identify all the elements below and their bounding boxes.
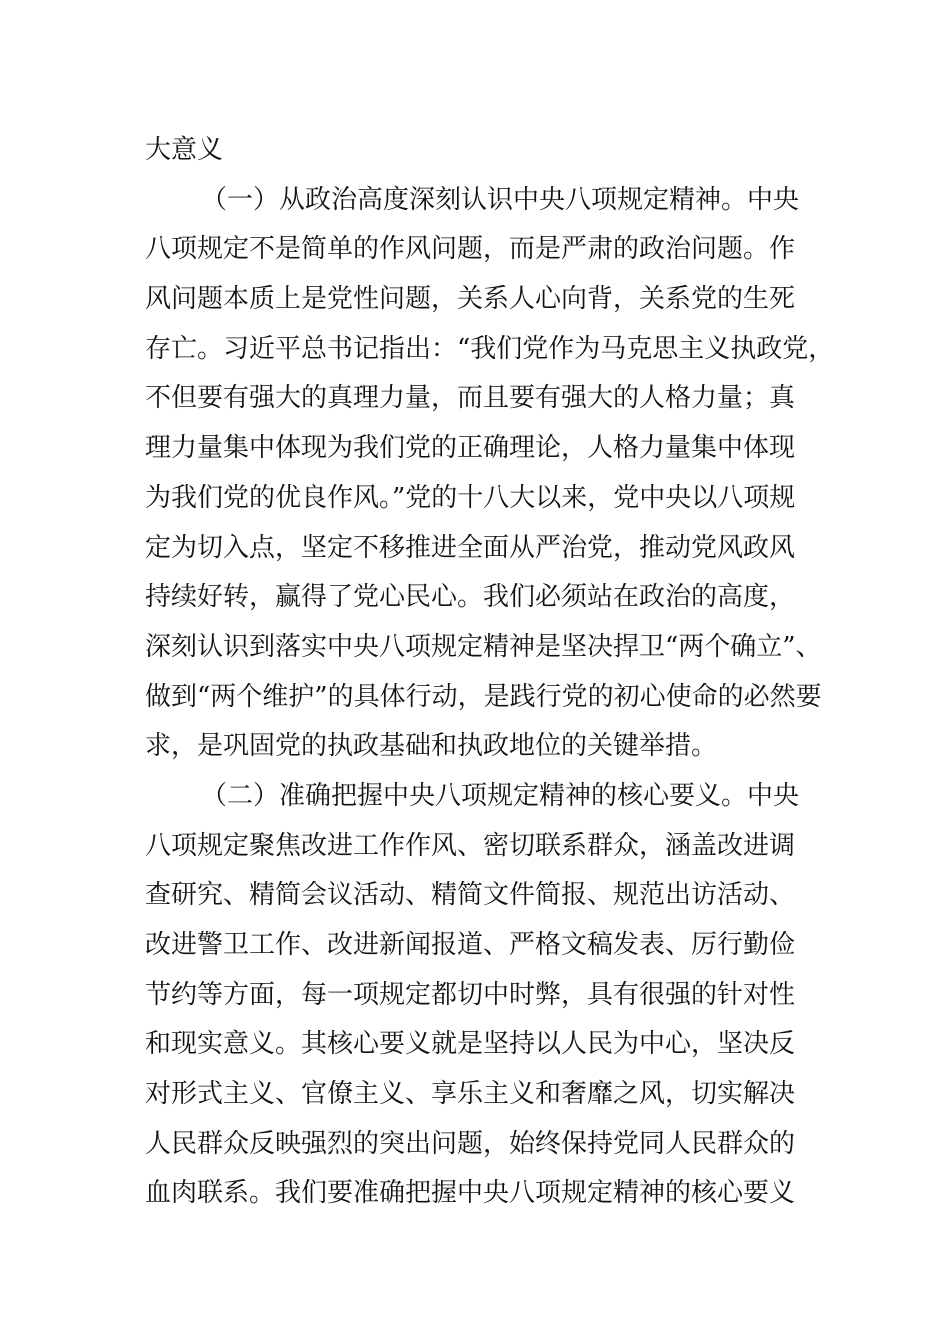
text-line: 八项规定聚焦改进工作作风、密切联系群众，涵盖改进调 (145, 830, 796, 861)
text-line: 和现实意义。其核心要义就是坚持以人民为中心，坚决反 (145, 1029, 796, 1060)
paragraph-1-first-line: （一）从政治高度深刻认识中央八项规定精神。中央 (201, 184, 800, 215)
text-line: 定为切入点，坚定不移推进全面从严治党，推动党风政风 (145, 532, 796, 563)
text-line: 查研究、精简会议活动、精简文件简报、规范出访活动、 (145, 880, 796, 911)
text-line: 为我们党的优良作风。”党的十八大以来，党中央以八项规 (145, 482, 796, 513)
text-line: 求，是巩固党的执政基础和执政地位的关键举措。 (145, 731, 718, 762)
paragraph-2-first-line: （二）准确把握中央八项规定精神的核心要义。中央 (201, 780, 800, 811)
text-line: 存亡。习近平总书记指出：“我们党作为马克思主义执政党， (145, 333, 835, 364)
text-line: 节约等方面，每一项规定都切中时弊，具有很强的针对性 (145, 979, 796, 1010)
text-line: 人民群众反映强烈的突出问题，始终保持党同人民群众的 (145, 1128, 796, 1159)
text-line: 血肉联系。我们要准确把握中央八项规定精神的核心要义 (145, 1178, 796, 1209)
text-line: 理力量集中体现为我们党的正确理论，人格力量集中体现 (145, 433, 796, 464)
text-line: 大意义 (145, 135, 224, 165)
text-line: 不但要有强大的真理力量，而且要有强大的人格力量；真 (145, 383, 796, 414)
text-line: 持续好转，赢得了党心民心。我们必须站在政治的高度， (145, 582, 796, 613)
text-line: 八项规定不是简单的作风问题，而是严肃的政治问题。作 (145, 234, 796, 265)
text-line: 深刻认识到落实中央八项规定精神是坚决捍卫“两个确立”、 (145, 631, 822, 662)
text-line: 风问题本质上是党性问题，关系人心向背，关系党的生死 (145, 284, 796, 315)
text-line: 改进警卫工作、改进新闻报道、严格文稿发表、厉行勤俭 (145, 930, 796, 960)
text-line: 做到“两个维护”的具体行动，是践行党的初心使命的必然要 (145, 681, 822, 712)
text-line: 对形式主义、官僚主义、享乐主义和奢靡之风，切实解决 (145, 1079, 796, 1110)
body-text (145, 126, 835, 1219)
